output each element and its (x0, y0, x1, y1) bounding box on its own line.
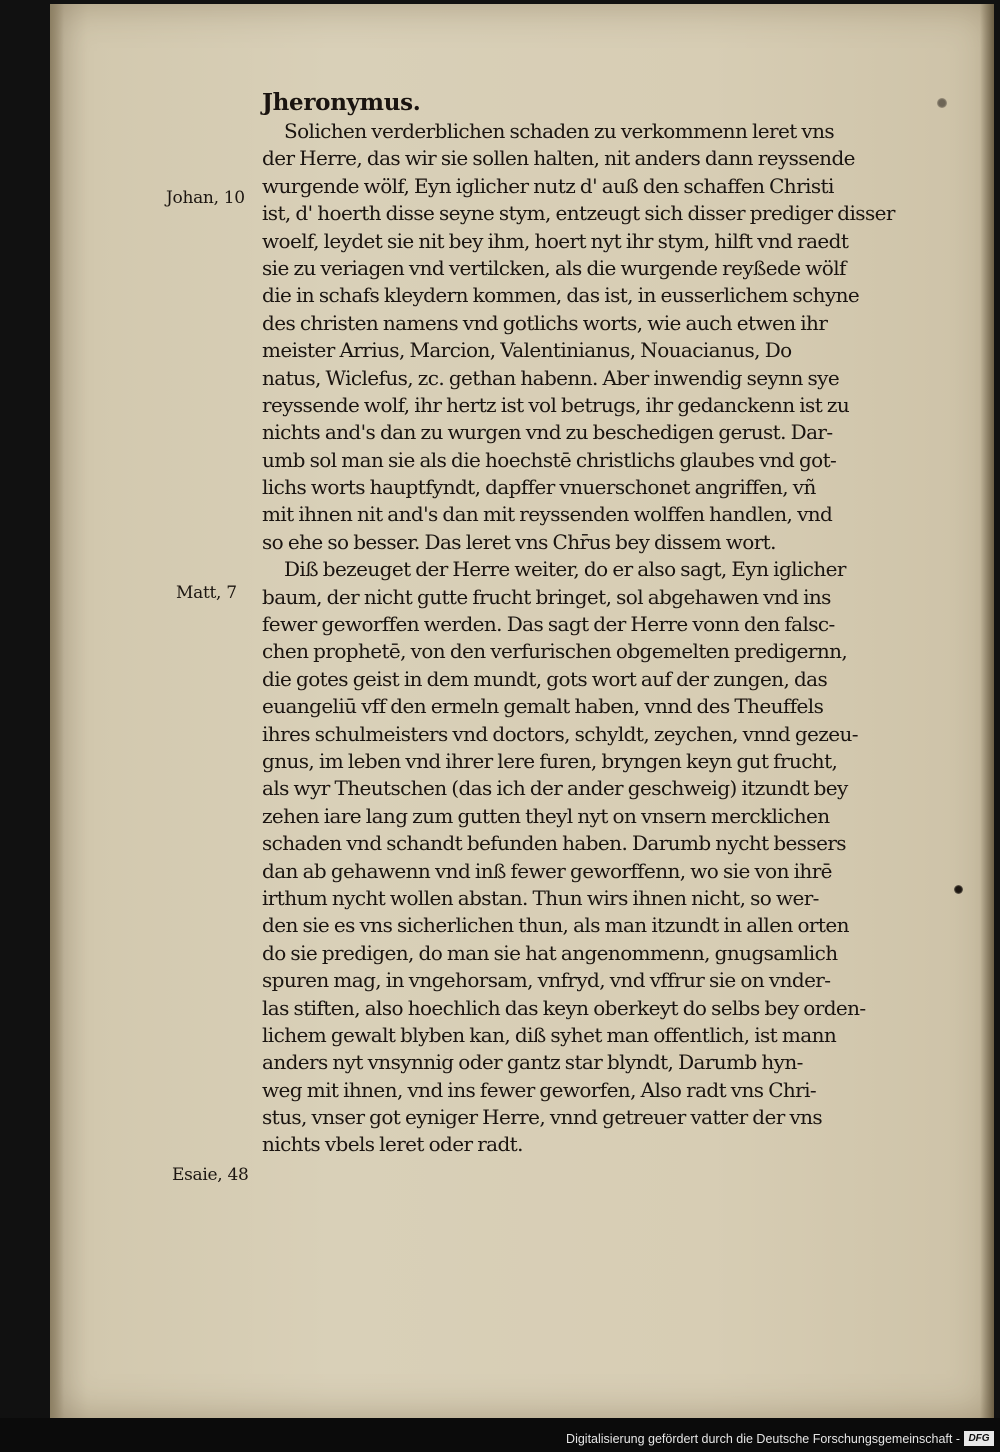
text-line: fewer geworffen werden. Das sagt der Herre vonn den falsc- (262, 612, 835, 637)
text-line: lichem gewalt blyben kan, diß syhet man offentlich, ist mann (262, 1022, 837, 1047)
text-line: nichts vbels leret oder radt. (262, 1132, 523, 1157)
text-line: anders nyt vnsynnig oder gantz star blyndt, Darumb hyn- (262, 1050, 803, 1075)
text-line: ist, d' hoerth disse seyne stym, entzeugt sich disser prediger disser (262, 201, 895, 226)
text-line: stus, vnser got eyniger Herre, vnnd getreuer vatter der vns (262, 1105, 823, 1130)
text-line: umb sol man sie als die hoechstē christlichs glaubes vnd got- (262, 447, 837, 472)
text-line: gnus, im leben vnd ihrer lere furen, bryngen keyn gut frucht, (262, 748, 838, 773)
text-line: natus, Wiclefus, zc. gethan habenn. Aber inwendig seynn sye (262, 365, 840, 390)
text-line: die in schafs kleydern kommen, das ist, in eusserlichem schyne (262, 283, 860, 308)
dfg-logo: DFG (964, 1431, 994, 1446)
text-line: mit ihnen nit and's dan mit reyssenden wolffen handlen, vnd (262, 502, 833, 527)
text-line: des christen namens vnd gotlichs worts, wie auch etwen ihr (262, 310, 828, 335)
margin-note-matt: Matt, 7 (176, 583, 237, 603)
text-line: meister Arrius, Marcion, Valentinianus, Nouacianus, Do (262, 338, 792, 363)
page-edge-shadow (980, 4, 994, 1418)
funding-credit: Digitalisierung gefördert durch die Deutsche Forschungsgemeinschaft - (566, 1432, 960, 1446)
text-line: den sie es vns sicherlichen thun, als man itzundt in allen orten (262, 913, 849, 938)
text-line: sie zu veriagen vnd vertilcken, als die wurgende reyßede wölf (262, 255, 846, 280)
text-line: als wyr Theutschen (das ich der ander geschweig) itzundt bey (262, 776, 848, 801)
text-line: euangeliū vff den ermeln gemalt haben, vnnd des Theuffels (262, 694, 824, 719)
main-text-column (262, 88, 962, 1159)
text-line: ihres schulmeisters vnd doctors, schyldt, zeychen, vnnd gezeu- (262, 721, 858, 746)
text-line: Solichen verderblichen schaden zu verkommenn leret vns (284, 119, 835, 143)
text-line: dan ab gehawenn vnd inß fewer geworffenn, wo sie von ihrē (262, 858, 832, 883)
text-line: las stiften, also hoechlich das keyn oberkeyt do selbs bey orden- (262, 995, 866, 1020)
text-line: der Herre, das wir sie sollen halten, nit anders dann reyssende (262, 146, 855, 171)
text-line: baum, der nicht gutte frucht bringet, sol abgehawen vnd ins (262, 584, 831, 609)
text-line: nichts and's dan zu wurgen vnd zu beschedigen gerust. Dar- (262, 420, 833, 445)
margin-note-esaie: Esaie, 48 (172, 1165, 249, 1185)
text-line: chen prophetē, von den verfurischen obgemelten predigernn, (262, 639, 848, 664)
text-line: Diß bezeuget der Herre weiter, do er also sagt, Eyn iglicher (284, 557, 846, 582)
margin-note-johan: Johan, 10 (166, 188, 245, 208)
text-line: zehen iare lang zum gutten theyl nyt on vnsern mercklichen (262, 803, 830, 828)
text-line: weg mit ihnen, vnd ins fewer geworfen, Also radt vns Chri- (262, 1077, 817, 1102)
text-line: irthum nycht wollen abstan. Thun wirs ihnen nicht, so wer- (262, 885, 819, 910)
text-line: lichs worts hauptfyndt, dapffer vnuerschonet angriffen, vñ (262, 475, 816, 500)
text-line: woelf, leydet sie nit bey ihm, hoert nyt ihr stym, hilft vnd raedt (262, 228, 849, 253)
text-line: wurgende wölf, Eyn iglicher nutz d' auß den schaffen Christi (262, 173, 834, 198)
text-line: spuren mag, in vngehorsam, vnfryd, vnd vffrur sie on vnder- (262, 968, 831, 993)
text-line: die gotes geist in dem mundt, gots wort auf der zungen, das (262, 666, 828, 691)
text-body (262, 118, 962, 1159)
text-line: reyssende wolf, ihr hertz ist vol betrugs, ihr gedanckenn ist zu (262, 392, 850, 417)
text-line: so ehe so besser. Das leret vns Chr̄us bey dissem wort. (262, 529, 776, 554)
text-line: do sie predigen, do man sie hat angenommenn, gnugsamlich (262, 940, 838, 965)
running-head: Jheronymus. (262, 89, 421, 116)
page-gutter-shadow (50, 4, 64, 1418)
text-line: schaden vnd schandt befunden haben. Darumb nycht bessers (262, 831, 846, 856)
